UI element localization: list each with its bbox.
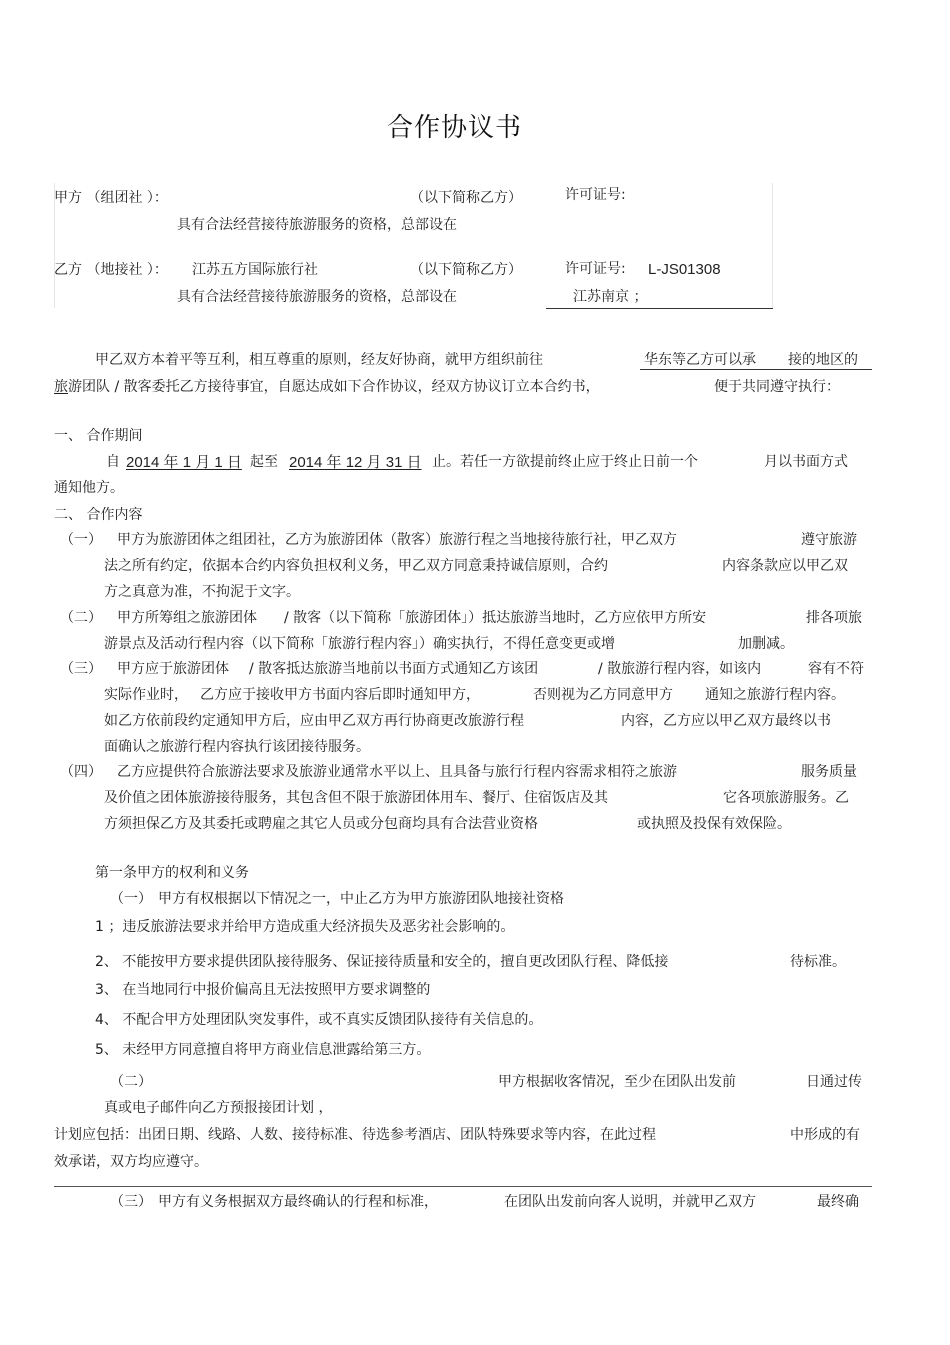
c1-line2-b: 内容条款应以甲乙双 [722,558,848,574]
c3-line1-c: / 散旅游行程内容，如该内 [598,661,762,677]
c2-line2-b: 加删减。 [738,636,794,652]
page-title: 合作协议书 [387,113,523,143]
c1-line1-a: 甲方为旅游团体之组团社，乙方为旅游团体（散客）旅游行程之当地接待旅行社，甲乙双方 [117,532,677,548]
a1-i2-line1-b: 日通过传 [806,1074,862,1090]
party-b-license-label: 许可证号: [565,261,626,277]
c2-line2-a: 游景点及活动行程内容（以下简称「旅游行程内容」）确实执行，不得任意变更或增 [104,636,615,652]
c3-line1-a: 甲方应于旅游团体 [117,661,229,677]
party-a-license-label: 许可证号: [565,187,626,203]
c4-line1-a: 乙方应提供符合旅游法要求及旅游业通常水平以上、且具备与旅行行程内容需求相符之旅游 [117,764,677,780]
c3-line2-a: 实际作业时， [104,687,188,703]
c2-line1-a: 甲方所筹组之旅游团体 [117,610,257,626]
intro-line2-a: 旅 [54,379,68,395]
c3-line2-b: 乙方应于接收甲方书面内容后即时通知甲方， [200,687,480,703]
a1-item-1: 1 ；违反旅游法要求并给甲方造成重大经济损失及恶劣社会影响的。 [95,919,515,935]
a1-i1-text: 甲方有权根据以下情况之一，中止乙方为甲方旅游团队地接社资格 [158,891,564,907]
a1-i3-line1-c: 最终确 [817,1194,859,1210]
a1-item-2-tail: 待标准。 [790,954,846,970]
party-b-headquarters: 江苏南京 ； [573,289,648,305]
party-b-short-name: （以下简称乙方） [410,262,522,278]
s1-text-a: 自 [106,454,120,470]
party-b-qualification: 具有合法经营接待旅游服务的资格，总部设在 [177,289,457,305]
c3-line2-d: 通知之旅游行程内容。 [705,687,845,703]
party-a-qualification: 具有合法经营接待旅游服务的资格，总部设在 [177,217,457,233]
c3-line3-b: 内容，乙方应以甲乙双方最终以书 [621,713,831,729]
c3-line1-b: / 散客抵达旅游当地前以书面方式通知乙方该团 [249,661,539,677]
c3-line2-c: 否则视为乙方同意甲方 [533,687,673,703]
c3-line1-d: 容有不符 [808,661,864,677]
party-a-label: 甲方 （组团社 ）： [54,190,168,206]
c4-line2-b: 它各项旅游服务。乙 [723,790,849,806]
c4-line3-b: 或执照及投保有效保险。 [637,816,791,832]
a1-i3-line1-a: 甲方有义务根据双方最终确认的行程和标准， [158,1194,438,1210]
a1-i3-number: （三） [110,1194,152,1210]
a1-item-2: 2、 不能按甲方要求提供团队接待服务、保证接待质量和安全的，擅自更改团队行程、降低接 [95,954,669,970]
hq-underline [546,308,773,309]
c2-line1-b: / 散客（以下简称「旅游团体」）抵达旅游当地时，乙方应依甲方所安 [284,610,707,626]
party-b-label: 乙方 （地接社 ）： [54,262,168,278]
a1-i2-line2: 真或电子邮件向乙方预报接团计划 ， [104,1100,333,1116]
a1-i2-line3-b: 中形成的有 [790,1127,860,1143]
a1-i2-line3-a: 计划应包括：出团日期、线路、人数、接待标准、待选参考酒店、团队特殊要求等内容，在此过程 [54,1127,656,1143]
table-right-border [772,183,773,308]
c2-line1-c: 排各项旅 [806,610,862,626]
a1-item-5: 5、 未经甲方同意擅自将甲方商业信息泄露给第三方。 [95,1042,431,1058]
intro-line1-a: 甲乙双方本着平等互利，相互尊重的原则，经友好协商，就甲方组织前往 [95,352,543,368]
c1-number: （一） [60,532,102,548]
c2-number: （二） [60,610,102,626]
intro-line2-c: 便于共同遵守执行： [714,379,840,395]
a1-i2-line1-a: 甲方根据收客情况，至少在团队出发前 [498,1074,736,1090]
c3-line4: 面确认之旅游行程内容执行该团接待服务。 [104,739,370,755]
party-a-short-name: （以下简称乙方） [410,190,522,206]
s1-end-date: 2014 年 12 月 31 日 [289,454,422,471]
c4-line3-a: 方须担保乙方及其委托或聘雇之其它人员或分包商均具有合法营业资格 [104,816,538,832]
c4-number: （四） [60,764,102,780]
s1-text-g: 通知他方。 [54,480,124,496]
intro-underline [640,369,872,370]
intro-line1-b: 华东等乙方可以承 [644,352,756,368]
party-b-name: 江苏五方国际旅行社 [192,262,318,278]
a1-i2-line4: 效承诺，双方均应遵守。 [54,1154,208,1170]
section1-heading: 一、 合作期间 [54,428,143,444]
c1-line2-a: 法之所有约定，依据本合约内容负担权利义务，甲乙双方同意秉持诚信原则，合约 [104,558,608,574]
c1-line3: 方之真意为准，不拘泥于文字。 [104,584,300,600]
c4-line2-a: 及价值之团体旅游接待服务，其包含但不限于旅游团体用车、餐厅、住宿饭店及其 [104,790,608,806]
party-b-license-number: L-JS01308 [648,261,721,278]
a1-i1-number: （一） [110,891,152,907]
page-divider [54,1186,872,1187]
section2-heading: 二、 合作内容 [54,507,143,523]
a1-item-3: 3、 在当地同行中报价偏高且无法按照甲方要求调整的 [95,982,431,998]
c3-number: （三） [60,661,102,677]
a1-i3-line1-b: 在团队出发前向客人说明，并就甲乙双方 [504,1194,756,1210]
article1-heading: 第一条甲方的权利和义务 [95,865,249,881]
intro-line1-c: 接的地区的 [788,352,858,368]
c3-line3-a: 如乙方依前段约定通知甲方后，应由甲乙双方再行协商更改旅游行程 [104,713,524,729]
intro-line2-b: 游团队 / 散客委托乙方接待事宜，自愿达成如下合作协议，经双方协议订立本合约书， [68,379,600,395]
a1-i2-number: （二） [110,1074,152,1090]
a1-item-4: 4、 不配合甲方处理团队突发事件，或不真实反馈团队接待有关信息的。 [95,1012,543,1028]
s1-text-c: 起至 [250,454,278,470]
c1-line1-b: 遵守旅游 [801,532,857,548]
c4-line1-b: 服务质量 [801,764,857,780]
s1-text-e: 止。若任一方欲提前终止应于终止日前一个 [432,454,698,470]
s1-text-f: 月以书面方式 [764,454,848,470]
s1-start-date: 2014 年 1 月 1 日 [126,454,242,471]
